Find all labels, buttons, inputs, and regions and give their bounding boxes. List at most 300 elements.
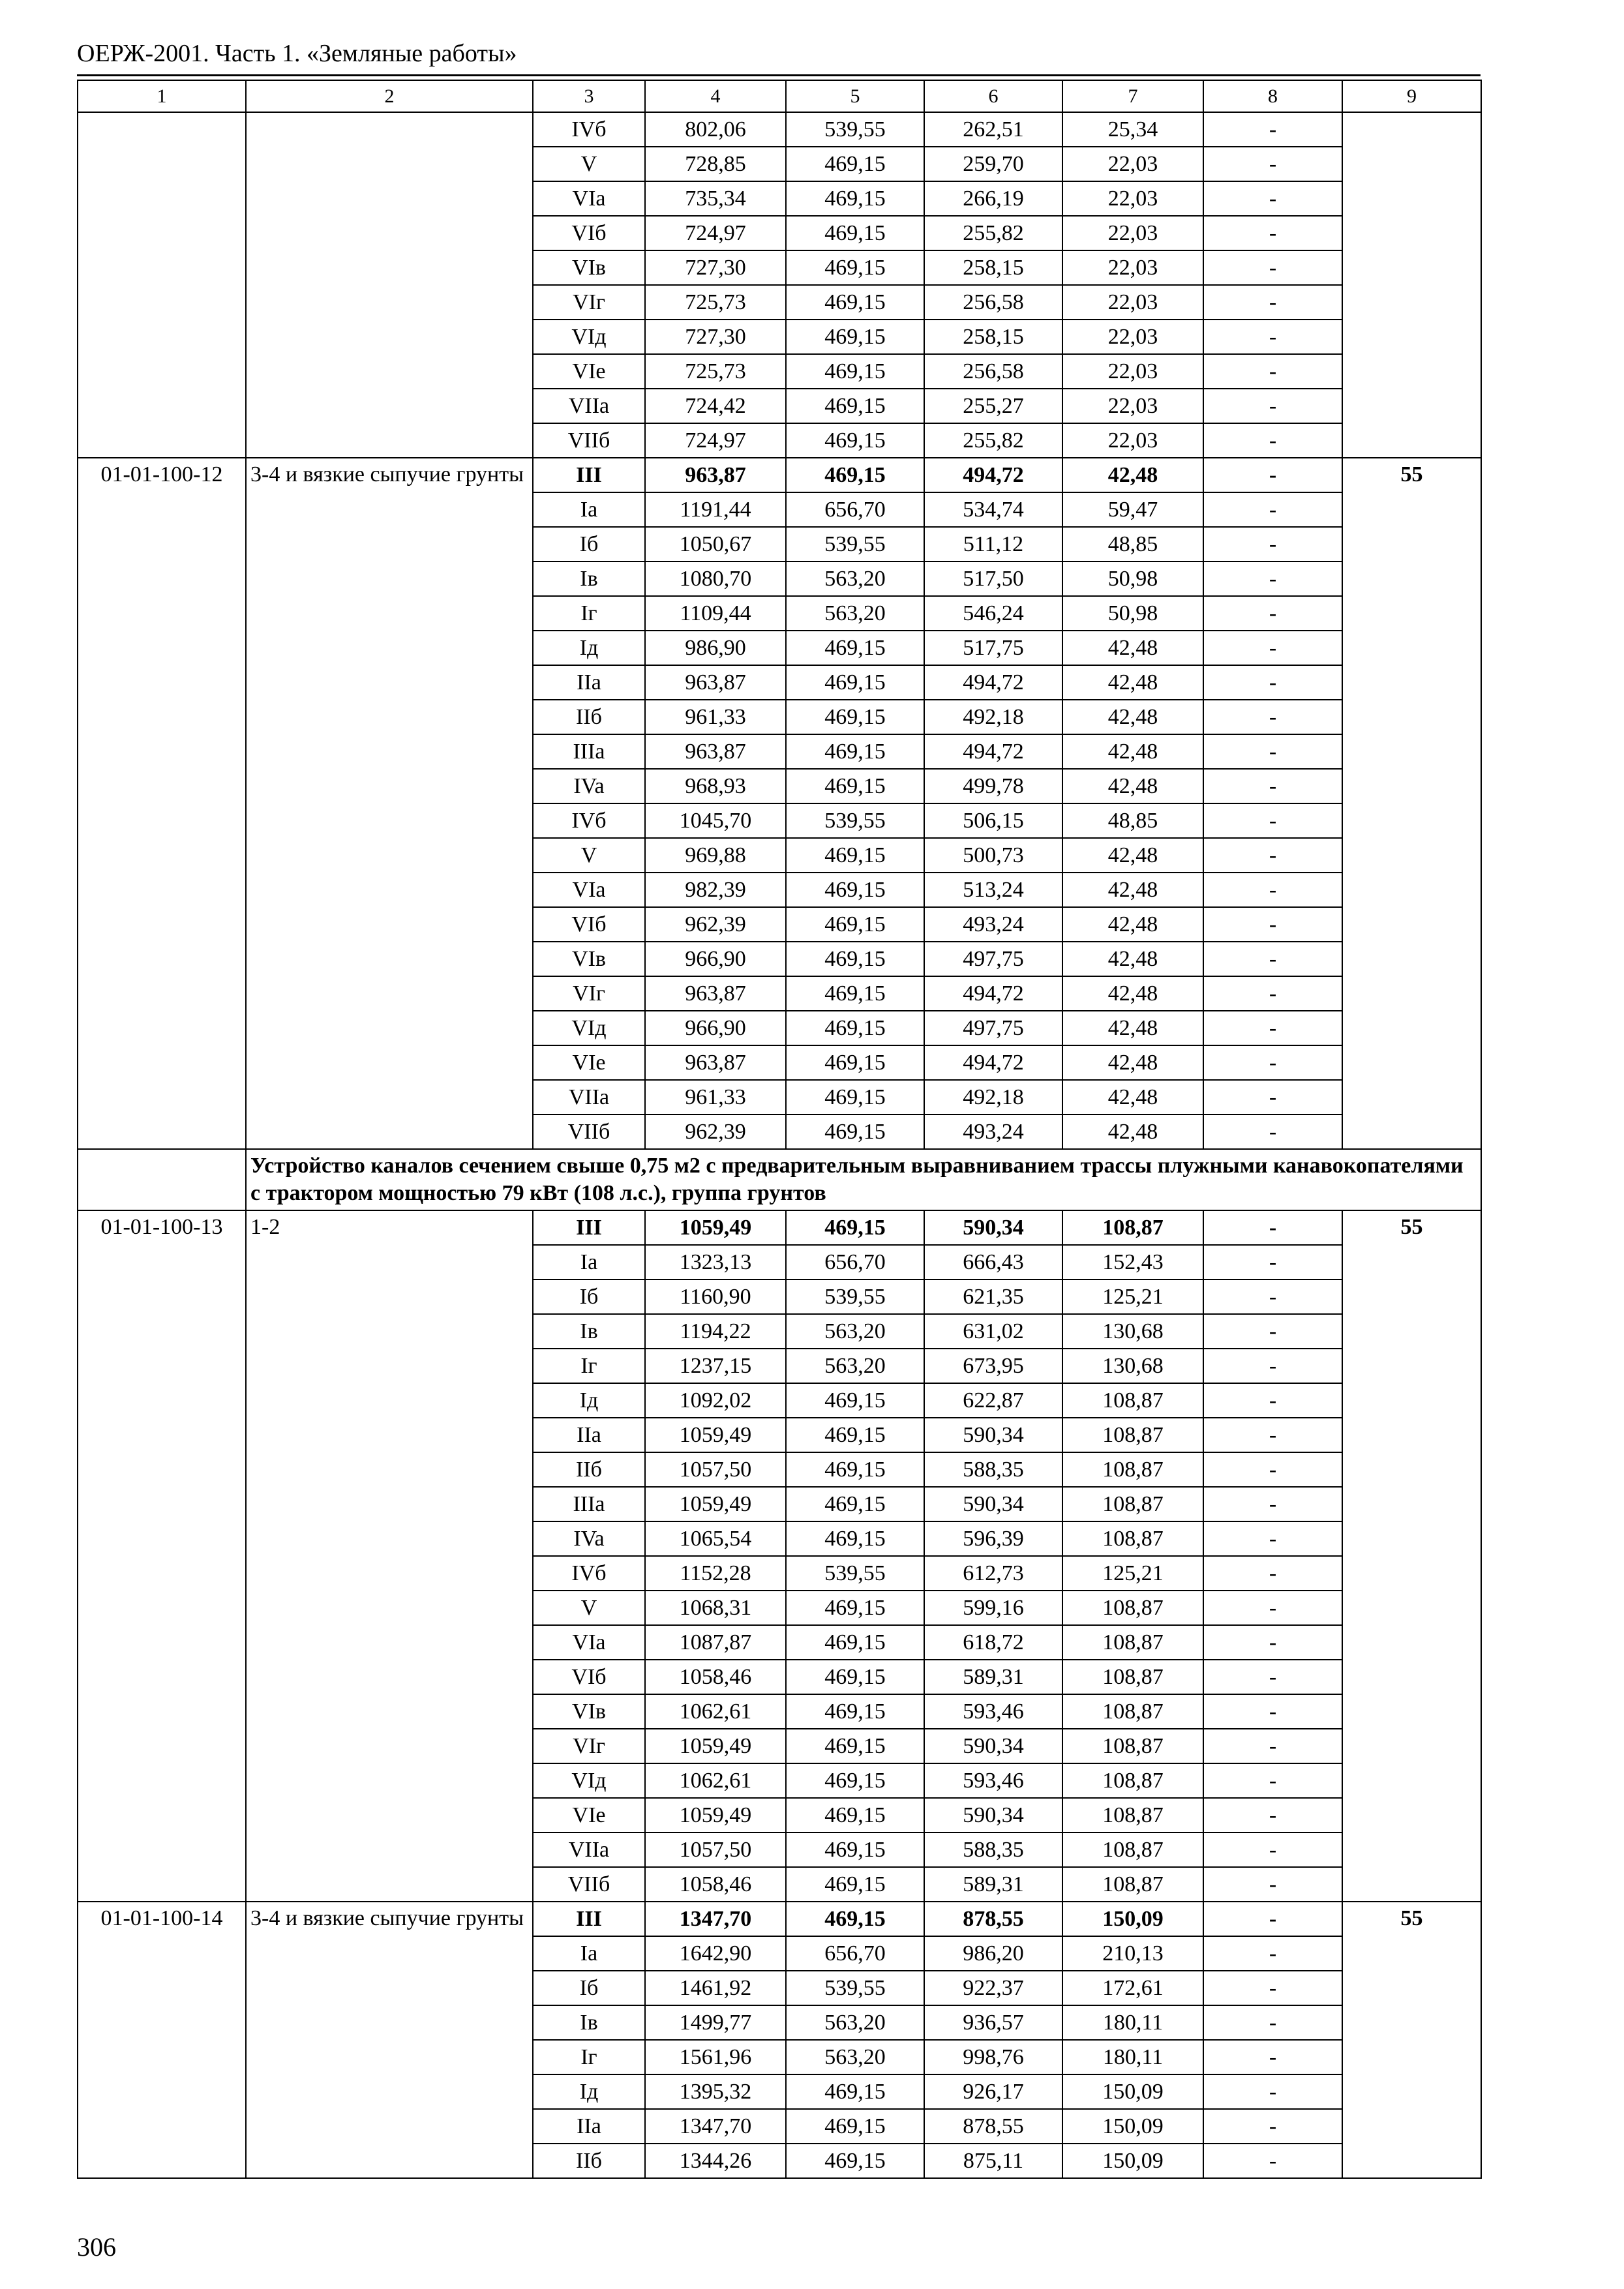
machine-cost-cell: 618,72 <box>924 1625 1062 1660</box>
machine-cost-cell: 546,24 <box>924 596 1062 631</box>
operator-wage-cell: 108,87 <box>1062 1660 1203 1694</box>
materials-cell: - <box>1203 147 1342 181</box>
section-heading: Устройство каналов сечением свыше 0,75 м2 с предварительным выравниванием трассы плужными канавокопателями с трактором мощностью 79 кВт (108 л.с.), группа грунтов <box>246 1149 1481 1210</box>
machine-cost-cell: 878,55 <box>924 1902 1062 1936</box>
materials-cell: - <box>1203 285 1342 320</box>
column-number: 1 <box>78 80 246 112</box>
region-cell: VIд <box>533 1011 645 1045</box>
labor-cost-cell: 469,15 <box>786 423 924 458</box>
total-cost-cell: 1109,44 <box>645 596 786 631</box>
total-cost-cell: 963,87 <box>645 1045 786 1080</box>
labor-cost-cell: 469,15 <box>786 1591 924 1625</box>
total-cost-cell: 966,90 <box>645 1011 786 1045</box>
materials-cell: - <box>1203 1591 1342 1625</box>
materials-cell: - <box>1203 389 1342 423</box>
materials-cell: - <box>1203 769 1342 803</box>
machine-cost-cell: 494,72 <box>924 665 1062 700</box>
machine-cost-cell: 513,24 <box>924 873 1062 907</box>
operator-wage-cell: 50,98 <box>1062 596 1203 631</box>
region-cell: VIб <box>533 1660 645 1694</box>
total-cost-cell: 1642,90 <box>645 1936 786 1971</box>
materials-cell: - <box>1203 1660 1342 1694</box>
operator-wage-cell: 22,03 <box>1062 354 1203 389</box>
work-name-cell: 1-2 <box>246 1210 533 1902</box>
materials-cell: - <box>1203 838 1342 873</box>
operator-wage-cell: 125,21 <box>1062 1279 1203 1314</box>
materials-cell: - <box>1203 631 1342 665</box>
labor-cost-cell: 469,15 <box>786 1210 924 1245</box>
machine-cost-cell: 596,39 <box>924 1521 1062 1556</box>
region-cell: IIб <box>533 700 645 734</box>
labor-cost-cell: 469,15 <box>786 631 924 665</box>
labor-norm-cell <box>1342 112 1481 458</box>
region-cell: V <box>533 147 645 181</box>
machine-cost-cell: 266,19 <box>924 181 1062 216</box>
operator-wage-cell: 25,34 <box>1062 112 1203 147</box>
labor-cost-cell: 469,15 <box>786 2074 924 2109</box>
region-cell: VIIa <box>533 389 645 423</box>
region-cell: Ia <box>533 1936 645 1971</box>
labor-cost-cell: 469,15 <box>786 1115 924 1149</box>
region-cell: VIIб <box>533 1867 645 1902</box>
labor-cost-cell: 539,55 <box>786 1556 924 1591</box>
region-cell: IVa <box>533 1521 645 1556</box>
machine-cost-cell: 599,16 <box>924 1591 1062 1625</box>
labor-cost-cell: 469,15 <box>786 1867 924 1902</box>
labor-cost-cell: 469,15 <box>786 907 924 942</box>
table-row <box>78 458 1481 492</box>
machine-cost-cell: 622,87 <box>924 1383 1062 1418</box>
region-cell: VIв <box>533 1694 645 1729</box>
materials-cell: - <box>1203 181 1342 216</box>
region-cell: IIa <box>533 2109 645 2144</box>
total-cost-cell: 1068,31 <box>645 1591 786 1625</box>
materials-cell: - <box>1203 1936 1342 1971</box>
region-cell: VIa <box>533 181 645 216</box>
total-cost-cell: 1062,61 <box>645 1694 786 1729</box>
machine-cost-cell: 492,18 <box>924 700 1062 734</box>
machine-cost-cell: 936,57 <box>924 2005 1062 2040</box>
operator-wage-cell: 108,87 <box>1062 1729 1203 1763</box>
labor-cost-cell: 469,15 <box>786 354 924 389</box>
operator-wage-cell: 108,87 <box>1062 1452 1203 1487</box>
materials-cell: - <box>1203 873 1342 907</box>
region-cell: IVб <box>533 1556 645 1591</box>
total-cost-cell: 725,73 <box>645 285 786 320</box>
machine-cost-cell: 588,35 <box>924 1452 1062 1487</box>
region-cell: IVб <box>533 803 645 838</box>
operator-wage-cell: 42,48 <box>1062 631 1203 665</box>
total-cost-cell: 1087,87 <box>645 1625 786 1660</box>
total-cost-cell: 802,06 <box>645 112 786 147</box>
operator-wage-cell: 180,11 <box>1062 2040 1203 2074</box>
total-cost-cell: 1059,49 <box>645 1210 786 1245</box>
work-name-cell: 3-4 и вязкие сыпучие грунты <box>246 1902 533 2178</box>
region-cell: Ia <box>533 492 645 527</box>
region-cell: V <box>533 1591 645 1625</box>
total-cost-cell: 1237,15 <box>645 1349 786 1383</box>
materials-cell: - <box>1203 1080 1342 1115</box>
region-cell: Iг <box>533 596 645 631</box>
operator-wage-cell: 42,48 <box>1062 665 1203 700</box>
operator-wage-cell: 180,11 <box>1062 2005 1203 2040</box>
materials-cell: - <box>1203 1729 1342 1763</box>
materials-cell: - <box>1203 1210 1342 1245</box>
labor-cost-cell: 563,20 <box>786 2005 924 2040</box>
machine-cost-cell: 258,15 <box>924 250 1062 285</box>
total-cost-cell: 963,87 <box>645 458 786 492</box>
operator-wage-cell: 108,87 <box>1062 1521 1203 1556</box>
region-cell: VIг <box>533 976 645 1011</box>
operator-wage-cell: 42,48 <box>1062 942 1203 976</box>
total-cost-cell: 966,90 <box>645 942 786 976</box>
machine-cost-cell: 588,35 <box>924 1833 1062 1867</box>
region-cell: Iг <box>533 1349 645 1383</box>
region-cell: VIe <box>533 354 645 389</box>
labor-cost-cell: 539,55 <box>786 527 924 561</box>
total-cost-cell: 986,90 <box>645 631 786 665</box>
region-cell: VIa <box>533 873 645 907</box>
materials-cell: - <box>1203 1867 1342 1902</box>
machine-cost-cell: 255,82 <box>924 216 1062 250</box>
total-cost-cell: 1059,49 <box>645 1798 786 1833</box>
column-number: 4 <box>645 80 786 112</box>
page-header: ОЕРЖ-2001. Часть 1. «Земляные работы» <box>77 40 517 67</box>
labor-cost-cell: 469,15 <box>786 1487 924 1521</box>
labor-cost-cell: 469,15 <box>786 216 924 250</box>
materials-cell: - <box>1203 1798 1342 1833</box>
region-cell: Iд <box>533 2074 645 2109</box>
labor-cost-cell: 469,15 <box>786 1902 924 1936</box>
machine-cost-cell: 258,15 <box>924 320 1062 354</box>
total-cost-cell: 1499,77 <box>645 2005 786 2040</box>
operator-wage-cell: 22,03 <box>1062 285 1203 320</box>
operator-wage-cell: 42,48 <box>1062 1115 1203 1149</box>
materials-cell: - <box>1203 2074 1342 2109</box>
labor-cost-cell: 469,15 <box>786 1729 924 1763</box>
table-body <box>78 80 1481 2178</box>
operator-wage-cell: 22,03 <box>1062 389 1203 423</box>
labor-cost-cell: 539,55 <box>786 1971 924 2005</box>
operator-wage-cell: 108,87 <box>1062 1833 1203 1867</box>
total-cost-cell: 1323,13 <box>645 1245 786 1279</box>
machine-cost-cell: 499,78 <box>924 769 1062 803</box>
region-cell: VIIб <box>533 423 645 458</box>
table-row <box>78 1210 1481 1245</box>
materials-cell: - <box>1203 216 1342 250</box>
total-cost-cell: 969,88 <box>645 838 786 873</box>
table-row <box>78 1902 1481 1936</box>
total-cost-cell: 961,33 <box>645 1080 786 1115</box>
operator-wage-cell: 152,43 <box>1062 1245 1203 1279</box>
machine-cost-cell: 493,24 <box>924 1115 1062 1149</box>
labor-cost-cell: 469,15 <box>786 250 924 285</box>
region-cell: VIe <box>533 1045 645 1080</box>
total-cost-cell: 724,97 <box>645 216 786 250</box>
operator-wage-cell: 59,47 <box>1062 492 1203 527</box>
total-cost-cell: 1092,02 <box>645 1383 786 1418</box>
materials-cell: - <box>1203 1011 1342 1045</box>
table-row <box>78 112 1481 147</box>
materials-cell: - <box>1203 1833 1342 1867</box>
region-cell: IIб <box>533 1452 645 1487</box>
labor-cost-cell: 469,15 <box>786 976 924 1011</box>
machine-cost-cell: 256,58 <box>924 285 1062 320</box>
machine-cost-cell: 589,31 <box>924 1867 1062 1902</box>
total-cost-cell: 724,97 <box>645 423 786 458</box>
region-cell: Iд <box>533 631 645 665</box>
machine-cost-cell: 255,82 <box>924 423 1062 458</box>
machine-cost-cell: 534,74 <box>924 492 1062 527</box>
rate-code-cell: 01-01-100-14 <box>78 1902 246 2178</box>
machine-cost-cell: 590,34 <box>924 1798 1062 1833</box>
materials-cell: - <box>1203 942 1342 976</box>
operator-wage-cell: 108,87 <box>1062 1418 1203 1452</box>
region-cell: Iв <box>533 561 645 596</box>
materials-cell: - <box>1203 561 1342 596</box>
region-cell: Ia <box>533 1245 645 1279</box>
region-cell: VIв <box>533 250 645 285</box>
materials-cell: - <box>1203 2109 1342 2144</box>
labor-cost-cell: 469,15 <box>786 769 924 803</box>
operator-wage-cell: 108,87 <box>1062 1625 1203 1660</box>
operator-wage-cell: 108,87 <box>1062 1487 1203 1521</box>
region-cell: Iв <box>533 2005 645 2040</box>
machine-cost-cell: 494,72 <box>924 734 1062 769</box>
machine-cost-cell: 875,11 <box>924 2144 1062 2178</box>
total-cost-cell: 1344,26 <box>645 2144 786 2178</box>
materials-cell: - <box>1203 250 1342 285</box>
machine-cost-cell: 259,70 <box>924 147 1062 181</box>
region-cell: Iб <box>533 527 645 561</box>
region-cell: III <box>533 458 645 492</box>
labor-norm-cell: 55 <box>1342 458 1481 1149</box>
total-cost-cell: 1058,46 <box>645 1867 786 1902</box>
labor-cost-cell: 469,15 <box>786 181 924 216</box>
labor-cost-cell: 469,15 <box>786 734 924 769</box>
materials-cell: - <box>1203 596 1342 631</box>
materials-cell: - <box>1203 1045 1342 1080</box>
labor-cost-cell: 539,55 <box>786 112 924 147</box>
total-cost-cell: 1347,70 <box>645 2109 786 2144</box>
rate-code-cell: 01-01-100-12 <box>78 458 246 1149</box>
operator-wage-cell: 22,03 <box>1062 250 1203 285</box>
total-cost-cell: 1194,22 <box>645 1314 786 1349</box>
operator-wage-cell: 108,87 <box>1062 1867 1203 1902</box>
labor-cost-cell: 469,15 <box>786 1080 924 1115</box>
labor-cost-cell: 469,15 <box>786 1011 924 1045</box>
labor-cost-cell: 469,15 <box>786 1694 924 1729</box>
operator-wage-cell: 125,21 <box>1062 1556 1203 1591</box>
materials-cell: - <box>1203 1452 1342 1487</box>
total-cost-cell: 1059,49 <box>645 1418 786 1452</box>
materials-cell: - <box>1203 1625 1342 1660</box>
labor-cost-cell: 656,70 <box>786 1936 924 1971</box>
materials-cell: - <box>1203 1115 1342 1149</box>
labor-cost-cell: 539,55 <box>786 1279 924 1314</box>
column-number: 8 <box>1203 80 1342 112</box>
total-cost-cell: 1347,70 <box>645 1902 786 1936</box>
total-cost-cell: 1062,61 <box>645 1763 786 1798</box>
machine-cost-cell: 926,17 <box>924 2074 1062 2109</box>
region-cell: VIa <box>533 1625 645 1660</box>
materials-cell: - <box>1203 1418 1342 1452</box>
region-cell: Iг <box>533 2040 645 2074</box>
labor-cost-cell: 656,70 <box>786 492 924 527</box>
machine-cost-cell: 612,73 <box>924 1556 1062 1591</box>
materials-cell: - <box>1203 803 1342 838</box>
materials-cell: - <box>1203 354 1342 389</box>
page-number: 306 <box>77 2232 116 2262</box>
column-number: 6 <box>924 80 1062 112</box>
total-cost-cell: 1057,50 <box>645 1452 786 1487</box>
operator-wage-cell: 210,13 <box>1062 1936 1203 1971</box>
operator-wage-cell: 108,87 <box>1062 1694 1203 1729</box>
labor-cost-cell: 469,15 <box>786 1045 924 1080</box>
operator-wage-cell: 42,48 <box>1062 873 1203 907</box>
region-cell: VIe <box>533 1798 645 1833</box>
rates-table <box>77 80 1482 2179</box>
operator-wage-cell: 150,09 <box>1062 2109 1203 2144</box>
labor-norm-cell: 55 <box>1342 1902 1481 2178</box>
machine-cost-cell: 998,76 <box>924 2040 1062 2074</box>
total-cost-cell: 725,73 <box>645 354 786 389</box>
materials-cell: - <box>1203 2144 1342 2178</box>
labor-cost-cell: 469,15 <box>786 320 924 354</box>
region-cell: IIa <box>533 665 645 700</box>
labor-cost-cell: 469,15 <box>786 458 924 492</box>
operator-wage-cell: 22,03 <box>1062 147 1203 181</box>
total-cost-cell: 724,42 <box>645 389 786 423</box>
total-cost-cell: 1057,50 <box>645 1833 786 1867</box>
total-cost-cell: 962,39 <box>645 1115 786 1149</box>
labor-cost-cell: 469,15 <box>786 1452 924 1487</box>
machine-cost-cell: 262,51 <box>924 112 1062 147</box>
operator-wage-cell: 150,09 <box>1062 2074 1203 2109</box>
region-cell: VIб <box>533 216 645 250</box>
materials-cell: - <box>1203 700 1342 734</box>
materials-cell: - <box>1203 1556 1342 1591</box>
labor-cost-cell: 469,15 <box>786 2109 924 2144</box>
labor-cost-cell: 563,20 <box>786 1314 924 1349</box>
machine-cost-cell: 511,12 <box>924 527 1062 561</box>
total-cost-cell: 963,87 <box>645 734 786 769</box>
operator-wage-cell: 42,48 <box>1062 1080 1203 1115</box>
region-cell: IIIa <box>533 1487 645 1521</box>
machine-cost-cell: 590,34 <box>924 1729 1062 1763</box>
region-cell: VIв <box>533 942 645 976</box>
section-heading-row <box>78 1149 1481 1210</box>
labor-cost-cell: 469,15 <box>786 1798 924 1833</box>
labor-cost-cell: 469,15 <box>786 1660 924 1694</box>
labor-cost-cell: 469,15 <box>786 147 924 181</box>
column-number: 7 <box>1062 80 1203 112</box>
operator-wage-cell: 42,48 <box>1062 976 1203 1011</box>
materials-cell: - <box>1203 1521 1342 1556</box>
labor-cost-cell: 469,15 <box>786 1625 924 1660</box>
total-cost-cell: 1059,49 <box>645 1729 786 1763</box>
materials-cell: - <box>1203 976 1342 1011</box>
operator-wage-cell: 108,87 <box>1062 1210 1203 1245</box>
machine-cost-cell: 922,37 <box>924 1971 1062 2005</box>
operator-wage-cell: 130,68 <box>1062 1349 1203 1383</box>
total-cost-cell: 1191,44 <box>645 492 786 527</box>
materials-cell: - <box>1203 734 1342 769</box>
machine-cost-cell: 986,20 <box>924 1936 1062 1971</box>
materials-cell: - <box>1203 1487 1342 1521</box>
operator-wage-cell: 42,48 <box>1062 734 1203 769</box>
operator-wage-cell: 108,87 <box>1062 1763 1203 1798</box>
operator-wage-cell: 42,48 <box>1062 838 1203 873</box>
materials-cell: - <box>1203 492 1342 527</box>
total-cost-cell: 727,30 <box>645 320 786 354</box>
total-cost-cell: 968,93 <box>645 769 786 803</box>
work-name-cell: 3-4 и вязкие сыпучие грунты <box>246 458 533 1149</box>
materials-cell: - <box>1203 423 1342 458</box>
operator-wage-cell: 42,48 <box>1062 700 1203 734</box>
region-cell: VIд <box>533 320 645 354</box>
column-number: 9 <box>1342 80 1481 112</box>
labor-cost-cell: 469,15 <box>786 838 924 873</box>
materials-cell: - <box>1203 907 1342 942</box>
region-cell: VIIa <box>533 1080 645 1115</box>
labor-cost-cell: 563,20 <box>786 561 924 596</box>
materials-cell: - <box>1203 1902 1342 1936</box>
materials-cell: - <box>1203 1349 1342 1383</box>
labor-norm-cell: 55 <box>1342 1210 1481 1902</box>
materials-cell: - <box>1203 1245 1342 1279</box>
machine-cost-cell: 494,72 <box>924 458 1062 492</box>
materials-cell: - <box>1203 665 1342 700</box>
operator-wage-cell: 108,87 <box>1062 1591 1203 1625</box>
region-cell: VIг <box>533 285 645 320</box>
machine-cost-cell: 593,46 <box>924 1694 1062 1729</box>
region-cell: VIб <box>533 907 645 942</box>
region-cell: VIг <box>533 1729 645 1763</box>
total-cost-cell: 1058,46 <box>645 1660 786 1694</box>
region-cell: V <box>533 838 645 873</box>
column-number: 3 <box>533 80 645 112</box>
region-cell: IIa <box>533 1418 645 1452</box>
operator-wage-cell: 42,48 <box>1062 1045 1203 1080</box>
materials-cell: - <box>1203 320 1342 354</box>
operator-wage-cell: 130,68 <box>1062 1314 1203 1349</box>
operator-wage-cell: 42,48 <box>1062 458 1203 492</box>
machine-cost-cell: 506,15 <box>924 803 1062 838</box>
machine-cost-cell: 255,27 <box>924 389 1062 423</box>
machine-cost-cell: 497,75 <box>924 942 1062 976</box>
machine-cost-cell: 517,75 <box>924 631 1062 665</box>
operator-wage-cell: 22,03 <box>1062 320 1203 354</box>
machine-cost-cell: 493,24 <box>924 907 1062 942</box>
labor-cost-cell: 469,15 <box>786 1763 924 1798</box>
total-cost-cell: 961,33 <box>645 700 786 734</box>
labor-cost-cell: 469,15 <box>786 873 924 907</box>
total-cost-cell: 1045,70 <box>645 803 786 838</box>
labor-cost-cell: 469,15 <box>786 2144 924 2178</box>
total-cost-cell: 1395,32 <box>645 2074 786 2109</box>
operator-wage-cell: 108,87 <box>1062 1383 1203 1418</box>
materials-cell: - <box>1203 112 1342 147</box>
region-cell: Iд <box>533 1383 645 1418</box>
materials-cell: - <box>1203 458 1342 492</box>
materials-cell: - <box>1203 1383 1342 1418</box>
machine-cost-cell: 497,75 <box>924 1011 1062 1045</box>
labor-cost-cell: 469,15 <box>786 700 924 734</box>
operator-wage-cell: 50,98 <box>1062 561 1203 596</box>
total-cost-cell: 962,39 <box>645 907 786 942</box>
machine-cost-cell: 593,46 <box>924 1763 1062 1798</box>
